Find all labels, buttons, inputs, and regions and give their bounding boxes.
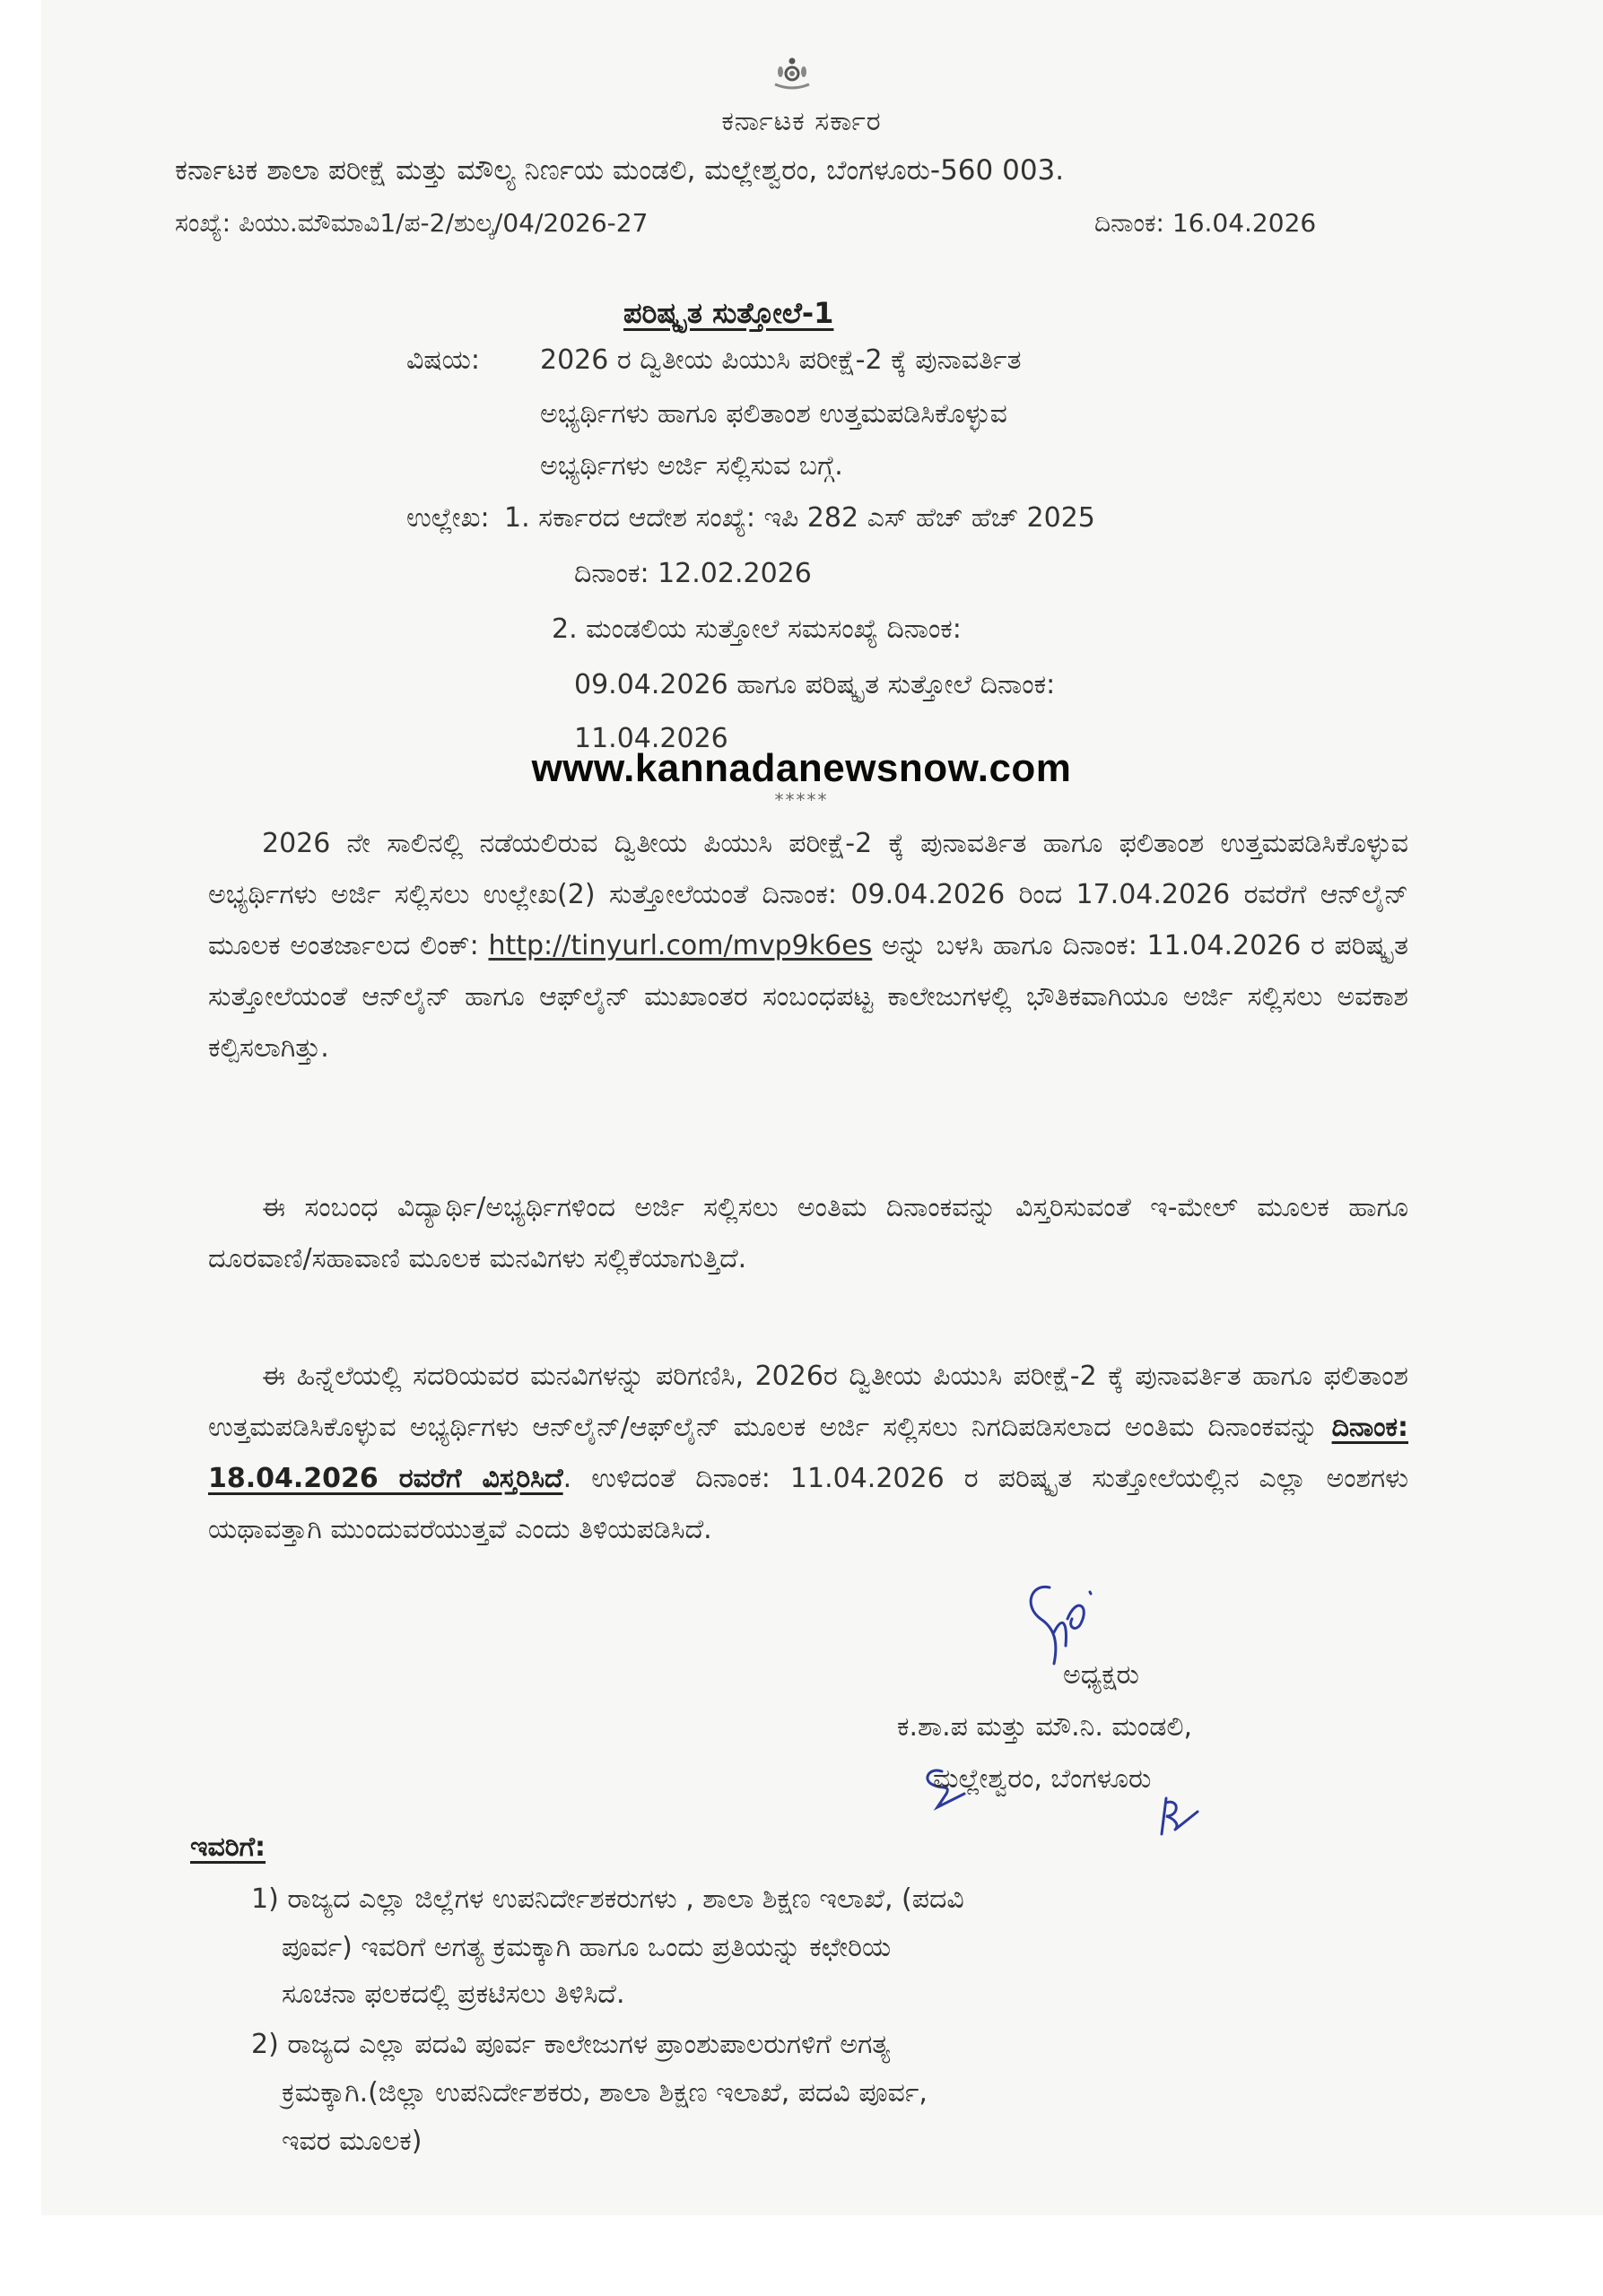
board-address: ಕರ್ನಾಟಕ ಶಾಲಾ ಪರೀಕ್ಷೆ ಮತ್ತು ಮೌಲ್ಯ ನಿರ್ಣಯ ಮಂಡಲಿ, ಮಲ್ಲೇಶ್ವರಂ, ಬೆಂಗಳೂರು-560 003.: [175, 154, 1065, 187]
body-paragraph-2: [208, 1182, 1408, 1284]
application-link[interactable]: http://tinyurl.com/mvp9k6es: [488, 930, 873, 961]
recipient-item: 2) ರಾಜ್ಯದ ಎಲ್ಲಾ ಪದವಿ ಪೂರ್ವ ಕಾಲೇಜುಗಳ ಪ್ರಾಂಶುಪಾಲರುಗಳಿಗೆ ಅಗತ್ಯ: [251, 2029, 891, 2060]
government-title: ಕರ್ನಾಟಕ ಸರ್ಕಾರ: [721, 106, 882, 137]
signatory-place: ಮಲ್ಲೇಶ್ವರಂ, ಬೆಂಗಳೂರು: [933, 1763, 1152, 1795]
recipient-item: 1) ರಾಜ್ಯದ ಎಲ್ಲಾ ಜಿಲ್ಲೆಗಳ ಉಪನಿರ್ದೇಶಕರುಗಳು , ಶಾಲಾ ಶಿಕ್ಷಣ ಇಲಾಖೆ, (ಪದವಿ: [251, 1883, 964, 1915]
signatory-organization: ಕ.ಶಾ.ಪ ಮತ್ತು ಮೌ.ನಿ. ಮಂಡಲಿ,: [897, 1711, 1192, 1743]
paragraph-text: . ಉಳಿದಂತೆ ದಿನಾಂಕ: 11.04.2026 ರ ಪರಿಷ್ಕೃತ ಸುತ್ತೋಲೆಯಲ್ಲಿನ ಎಲ್ಲಾ ಅಂಶಗಳು ಯಥಾವತ್ತಾಗಿ ಮುಂದುವರೆಯುತ್ತವೆ ಎಂದು ತಿಳಿಯಪಡಿಸಿದೆ.: [208, 1463, 1409, 1545]
recipient-item: ಪೂರ್ವ) ಇವರಿಗೆ ಅಗತ್ಯ ಕ್ರಮಕ್ಕಾಗಿ ಹಾಗೂ ಒಂದು ಪ್ರತಿಯನ್ನು ಕಛೇರಿಯ: [282, 1932, 892, 1963]
recipient-item: ಸೂಚನಾ ಫಲಕದಲ್ಲಿ ಪ್ರಕಟಿಸಲು ತಿಳಿಸಿದೆ.: [282, 1979, 625, 2010]
website-watermark: www.kannadanewsnow.com: [531, 746, 1072, 790]
reference-item: 11.04.2026: [574, 723, 728, 754]
subject-label: ವಿಷಯ:: [406, 344, 480, 376]
reference-number: ಸಂಖ್ಯೆ: ಪಿಯು.ಮೌಮಾವಿ1/ಪ-2/ಶುಲ್ಕ/04/2026-27: [175, 208, 649, 238]
recipients-label: ಇವರಿಗೆ:: [190, 1831, 266, 1863]
paragraph-text: ಈ ಸಂಬಂಧ ವಿದ್ಯಾರ್ಥಿ/ಅಭ್ಯರ್ಥಿಗಳಿಂದ ಅರ್ಜಿ ಸಲ್ಲಿಸಲು ಅಂತಿಮ ದಿನಾಂಕವನ್ನು ವಿಸ್ತರಿಸುವಂತೆ ಇ-ಮೇಲ್ ಮೂಲಕ ಹಾಗೂ ದೂರವಾಣಿ/ಸಹಾವಾಣಿ ಮೂಲಕ ಮನವಿಗಳು ಸಲ್ಲಿಕೆಯಾಗುತ್ತಿದೆ.: [208, 1192, 1408, 1274]
paragraph-text: ಅನ್ನು ಬಳಸಿ ಹಾಗೂ ದಿನಾಂಕ: 11.04.2026 ರ ಪರಿಷ್ಕೃತ ಸುತ್ತೋಲೆಯಂತೆ ಆನ್‌ಲೈನ್ ಹಾಗೂ ಆಫ್‌ಲೈನ್ ಮುಖಾಂತರ ಸಂಬಂಧಪಟ್ಟ ಕಾಲೇಜುಗಳಲ್ಲಿ ಭೌತಿಕವಾಗಿಯೂ ಅರ್ಜಿ ಸಲ್ಲಿಸಲು ಅವಕಾಶ ಕಲ್ಪಿಸಲಾಗಿತ್ತು.: [208, 930, 1408, 1064]
references-label: ಉಲ್ಲೇಖ:: [406, 502, 490, 534]
body-paragraph-3: [208, 1351, 1408, 1555]
reference-item: 2. ಮಂಡಲಿಯ ಸುತ್ತೋಲೆ ಸಮಸಂಖ್ಯೆ ದಿನಾಂಕ:: [552, 613, 962, 645]
subject-line: ಅಭ್ಯರ್ಥಿಗಳು ಹಾಗೂ ಫಲಿತಾಂಶ ಉತ್ತಮಪಡಿಸಿಕೊಳ್ಳುವ: [540, 398, 1007, 430]
extended-deadline: ದಿನಾಂಕ: 18.04.2026 ರವರೆಗೆ ವಿಸ್ತರಿಸಿದೆ: [208, 1412, 1408, 1494]
recipient-item: ಕ್ರಮಕ್ಕಾಗಿ.(ಜಿಲ್ಲಾ ಉಪನಿರ್ದೇಶಕರು, ಶಾಲಾ ಶಿಕ್ಷಣ ಇಲಾಖೆ, ಪದವಿ ಪೂರ್ವ,: [282, 2077, 928, 2109]
reference-item: 09.04.2026 ಹಾಗೂ ಪರಿಷ್ಕೃತ ಸುತ್ತೋಲೆ ದಿನಾಂಕ:: [574, 669, 1056, 700]
signatory-title: ಅಧ್ಯಕ್ಷರು: [1063, 1659, 1139, 1691]
recipient-item: ಇವರ ಮೂಲಕ): [282, 2126, 423, 2157]
subject-line: 2026 ರ ದ್ವಿತೀಯ ಪಿಯುಸಿ ಪರೀಕ್ಷೆ-2 ಕ್ಕೆ ಪುನಾವರ್ತಿತ: [540, 344, 1022, 376]
circular-title: ಪರಿಷ್ಕೃತ ಸುತ್ತೋಲೆ-1: [623, 296, 834, 330]
reference-item: 1. ಸರ್ಕಾರದ ಆದೇಶ ಸಂಖ್ಯೆ: ಇಪಿ 282 ಎಸ್ ಹೆಚ್ ಹೆಚ್ 2025: [504, 502, 1095, 534]
paragraph-text: ಈ ಹಿನ್ನೆಲೆಯಲ್ಲಿ ಸದರಿಯವರ ಮನವಿಗಳನ್ನು ಪರಿಗಣಿಸಿ, 2026ರ ದ್ವಿತೀಯ ಪಿಯುಸಿ ಪರೀಕ್ಷೆ-2 ಕ್ಕೆ ಪುನಾವರ್ತಿತ ಹಾಗೂ ಫಲಿತಾಂಶ ಉತ್ತಮಪಡಿಸಿಕೊಳ್ಳುವ ಅಭ್ಯರ್ಥಿಗಳು ಆನ್‌ಲೈನ್/ಆಫ್‌ಲೈನ್ ಮೂಲಕ ಅರ್ಜಿ ಸಲ್ಲಿಸಲು ನಿಗದಿಪಡಿಸಲಾದ ಅಂತಿಮ ದಿನಾಂಕವನ್ನು: [208, 1361, 1408, 1443]
body-paragraph-1: [208, 818, 1408, 1074]
initial-mark-icon: [1148, 1794, 1202, 1839]
reference-item: ದಿನಾಂಕ: 12.02.2026: [574, 558, 812, 589]
issue-date: ದಿನಾಂಕ: 16.04.2026: [1094, 208, 1317, 238]
paragraph-text: 2026 ನೇ ಸಾಲಿನಲ್ಲಿ ನಡೆಯಲಿರುವ ದ್ವಿತೀಯ ಪಿಯುಸಿ ಪರೀಕ್ಷೆ-2 ಕ್ಕೆ ಪುನಾವರ್ತಿತ ಹಾಗೂ ಫಲಿತಾಂಶ ಉತ್ತಮಪಡಿಸಿಕೊಳ್ಳುವ ಅಭ್ಯರ್ಥಿಗಳು ಅರ್ಜಿ ಸಲ್ಲಿಸಲು ಉಲ್ಲೇಖ(2) ಸುತ್ತೋಲೆಯಂತೆ ದಿನಾಂಕ: 09.04.2026 ರಿಂದ 17.04.2026 ರವರೆಗೆ ಆನ್‌ಲೈನ್ ಮೂಲಕ ಅಂತರ್ಜಾಲದ ಲಿಂಕ್:: [208, 828, 1408, 961]
karnataka-emblem-icon: [771, 56, 813, 91]
subject-line: ಅಭ್ಯರ್ಥಿಗಳು ಅರ್ಜಿ ಸಲ್ಲಿಸುವ ಬಗ್ಗೆ.: [540, 450, 843, 482]
signature-icon: [1014, 1578, 1121, 1668]
separator-stars: *****: [774, 789, 829, 811]
